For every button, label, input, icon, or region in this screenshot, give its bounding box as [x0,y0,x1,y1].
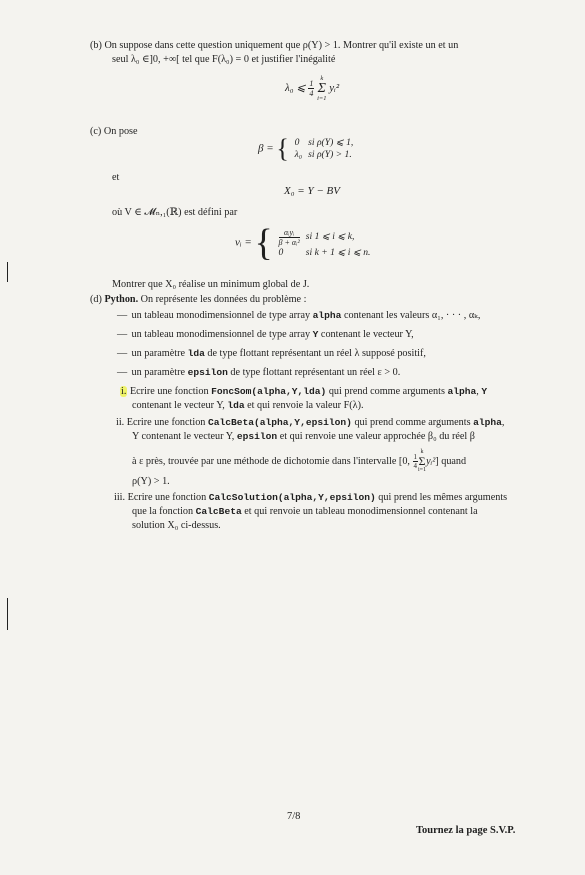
turn-page-notice: Tournez la page S.V.P. [416,825,516,836]
bullet-epsilon: — un paramètre epsilon de type flottant représentant un réel ε > 0. [117,367,401,378]
part-d-line1 [90,293,306,306]
part-d-intro: On représente les données du problème : [140,294,307,305]
part-c-montrer: Montrer que X₀ réalise un minimum global de J. [112,279,310,290]
item-ii-line4: ρ(Y) > 1. [132,476,170,487]
v-cases: $\frac{\text{αᵢyᵢ}}{\text{β + αᵢ²}}$ si 1 ⩽ i ⩽ k, 0 si k + 1 ⩽ i ⩽ n. [278,227,371,258]
v-lhs: vᵢ = [235,236,252,249]
item-ii-label: ii. [116,417,125,428]
part-b-label: (b) [90,40,102,51]
item-ii-line3: à ε près, trouvée par une méthode de dichotomie dans l'intervalle [0, $\frac{1}{4}$ k Σ i=1yᵢ²] quand [132,449,467,473]
beta-cases: 0 si ρ(Y) ⩽ 1, λ₀ si ρ(Y) > 1. [294,137,354,160]
part-b-text1: On suppose dans cette question uniquement que ρ(Y) > 1. Montrer qu'il existe un et un [104,40,459,51]
bullet-y: — un tableau monodimensionnel de type array Y contenant le vecteur Y, [117,329,414,340]
item-iii-line2: que la fonction CalcBeta et qui renvoie un tableau monodimensionnel contenant la [132,506,478,517]
item-i-line1: i. Ecrire une fonction FoncSom(alpha,Y,lda) qui prend comme arguments alpha, Y [121,386,488,397]
part-c-et: et [112,172,120,183]
beta-definition [258,136,356,162]
item-ii-line1: ii. Ecrire une fonction CalcBeta(alpha,Y,epsilon) qui prend comme arguments alpha, [116,417,505,428]
item-ii-line2: Y contenant le vecteur Y, epsilon et qui renvoie une valeur approchée β₀ du réel β [132,431,475,442]
item-i-label: i. [121,386,127,397]
part-c-text1: On pose [103,126,138,137]
bullet-lda: — un paramètre lda de type flottant représentant un réel λ supposé positif, [117,348,426,359]
part-c-label: (c) [90,126,102,137]
v-brace: { [254,222,273,264]
beta-lhs: β = [258,142,274,155]
part-b-line1 [90,39,530,52]
bullet-alpha: — un tableau monodimensionnel de type array alpha contenant les valeurs α₁, · · · , αₖ, [117,310,481,321]
part-c-line1 [90,125,138,138]
beta-brace: { [276,134,289,163]
margin-mark-bottom [7,598,8,630]
ineq-term: yᵢ² [329,82,340,95]
ineq-lhs: λ₀ ⩽ [285,82,306,95]
item-iii-line1: iii. Ecrire une fonction CalcSolution(alpha,Y,epsilon) qui prend les mêmes arguments [114,492,508,503]
ineq-fraction: $\frac{1}{4}$ [309,79,314,98]
part-b-text2: seul λ₀ ∈]0, +∞[ tel que F(λ₀) = 0 et justifier l'inégalité [112,54,336,65]
part-b-line2 [112,53,532,66]
part-c-ou: où V ∈ 𝓜ₙ,₁(ℝ) est défini par [112,207,238,218]
item-iii-line3: solution X₀ ci-dessus. [132,520,221,531]
part-d-heading: Python. [104,294,139,305]
part-b-inequality [285,75,339,102]
v-definition [235,224,373,262]
ineq-sum: k Σ i=1 [317,75,327,102]
item-i-line2: contenant le vecteur Y, lda et qui renvoie la valeur F(λ). [132,400,364,411]
part-d-label: (d) [90,294,102,305]
page-number: 7/8 [287,811,301,822]
item-iii-label: iii. [114,492,126,503]
x0-equation: X₀ = Y − BV [284,185,340,197]
margin-mark-top [7,262,8,282]
